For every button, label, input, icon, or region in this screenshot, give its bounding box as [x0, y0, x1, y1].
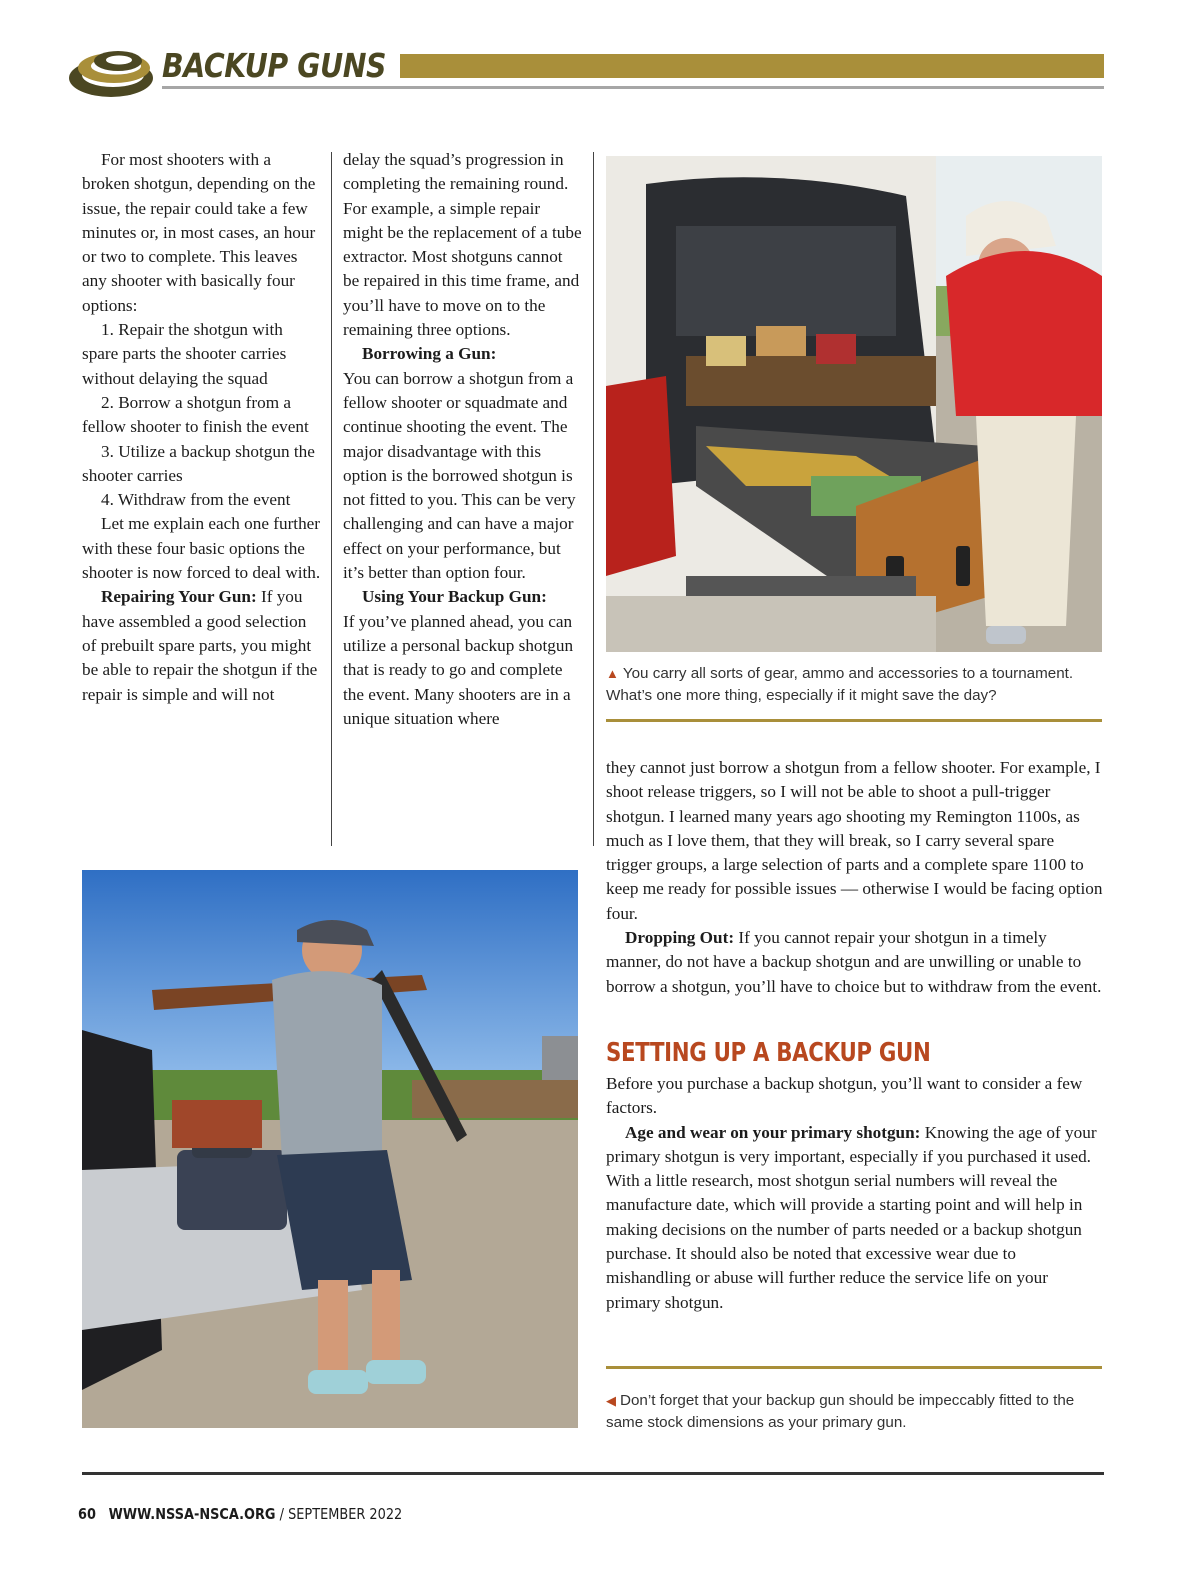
paragraph: [82, 318, 322, 391]
paragraph-text: For most shooters with a broken shotgun, depending on the issue, the repair could take a few minutes or, in most cases, an hour or two to complete. This leaves any shooter with basically four options:: [82, 150, 316, 315]
paragraph: [82, 512, 322, 585]
photo-suv-cargo-drawer: [606, 156, 1102, 652]
lead-in: Dropping Out:: [625, 928, 735, 948]
paragraph: [82, 440, 322, 489]
paragraph: [82, 148, 322, 318]
text-column-2: [343, 148, 583, 731]
paragraph: [343, 148, 583, 342]
lead-in: Repairing Your Gun:: [101, 587, 257, 607]
caption-text: You carry all sorts of gear, ammo and accessories to a tournament. What’s one more thing, especially if it might save the day?: [606, 665, 1074, 704]
paragraph: [343, 585, 583, 609]
left-triangle-icon: ◀: [606, 1393, 616, 1408]
page-number: 60: [78, 1505, 96, 1523]
section-title: BACKUP GUNS: [162, 46, 387, 85]
paragraph-text: delay the squad’s progression in completing the remaining round. For example, a simple repair might be the replacement of a tube extractor. Most shotguns cannot be repaired in this time frame, and you’ll have to move on to the remaining three options.: [343, 150, 582, 340]
paragraph-text: If you’ve planned ahead, you can utilize a personal backup shotgun that is ready to go and complete the event. Many shooters are in a unique situation where: [343, 611, 574, 728]
paragraph-text: If you cannot repair your shotgun in a timely manner, do not have a backup shotgun and are unwilling or unable to borrow a shotgun, you’ll have to choice but to withdraw from the event.: [606, 928, 1102, 996]
text-column-3: [606, 756, 1104, 999]
text-column-4: [606, 1072, 1104, 1315]
website-link[interactable]: WWW.NSSA-NSCA.ORG: [108, 1505, 276, 1523]
paragraph: [82, 391, 322, 440]
paragraph: [82, 585, 322, 706]
paragraph-text: If you have assembled a good selection of prebuilt spare parts, you might be able to repair the shotgun if the repair is simple and will not: [82, 587, 318, 704]
paragraph-text: 1. Repair the shotgun with spare parts the shooter carries without delaying the squad: [82, 320, 287, 388]
header-rule: [162, 86, 1104, 89]
clay-target-logo-icon: [66, 42, 156, 102]
paragraph-text: Let me explain each one further with these four basic options the shooter is now forced to deal with.: [82, 514, 321, 583]
paragraph-text: 4. Withdraw from the event: [101, 490, 291, 510]
caption-rule: [606, 1366, 1102, 1369]
column-divider: [593, 152, 594, 846]
paragraph: [606, 1072, 1104, 1121]
paragraph: [606, 1121, 1104, 1315]
paragraph-text: Before you purchase a backup shotgun, you’ll want to consider a few factors.: [606, 1074, 1083, 1118]
lead-in: Age and wear on your primary shotgun:: [625, 1122, 921, 1142]
paragraph: [82, 488, 322, 512]
column-divider: [331, 152, 332, 846]
text-column-1: [82, 148, 322, 707]
paragraph: [343, 367, 583, 586]
paragraph: [606, 926, 1104, 999]
caption-text: Don’t forget that your backup gun should be impeccably fitted to the same stock dimensions as your primary gun.: [606, 1392, 1075, 1431]
header-accent-bar: [400, 54, 1104, 78]
page-footer: [78, 1505, 402, 1523]
paragraph-text: Knowing the age of your primary shotgun is very important, especially if you purchased it used. With a little research, most shotgun serial numbers will reveal the manufacture date, which will provide a starting point and will help in making decisions on the number of parts needed or a backup shotgun purchase. It should also be noted that excessive wear due to mishandling or abuse will further reduce the service life on your primary shotgun.: [606, 1122, 1097, 1312]
paragraph-text: You can borrow a shotgun from a fellow shooter or squadmate and continue shooting the event. The major disadvantage with this option is the borrowed shotgun is not fitted to you. This can be very challenging and can have a major effect on your performance, but it’s better than option four.: [343, 368, 576, 583]
lead-in: Borrowing a Gun:: [362, 344, 497, 364]
footer-rule: [82, 1472, 1104, 1475]
photo-caption-bottom: [606, 1390, 1102, 1433]
paragraph: [343, 342, 583, 366]
paragraph-text: 2. Borrow a shotgun from a fellow shooter to finish the event: [82, 392, 309, 437]
paragraph: [343, 610, 583, 731]
photo-caption-top: [606, 663, 1096, 706]
up-triangle-icon: ▲: [606, 666, 619, 681]
subheading: SETTING UP A BACKUP GUN: [606, 1038, 931, 1068]
paragraph-text: they cannot just borrow a shotgun from a fellow shooter. For example, I shoot release triggers, so I will not be able to shoot a pull-trigger shotgun. I learned many years ago shooting my Remington 1100s, as much as I love them, that they will break, so I carry several spare trigger groups, a large selection of parts and a complete spare 1100 to keep me ready for possible issues — otherwise I would be facing option four.: [606, 758, 1103, 923]
paragraph-text: 3. Utilize a backup shotgun the shooter carries: [82, 441, 315, 485]
caption-rule: [606, 719, 1102, 722]
paragraph: [606, 756, 1104, 926]
footer-separator: /: [279, 1505, 284, 1523]
page-header: [66, 40, 1106, 102]
photo-shooter-with-backup-gun: [82, 870, 578, 1428]
lead-in: Using Your Backup Gun:: [362, 587, 547, 607]
issue-date: SEPTEMBER 2022: [288, 1505, 403, 1523]
